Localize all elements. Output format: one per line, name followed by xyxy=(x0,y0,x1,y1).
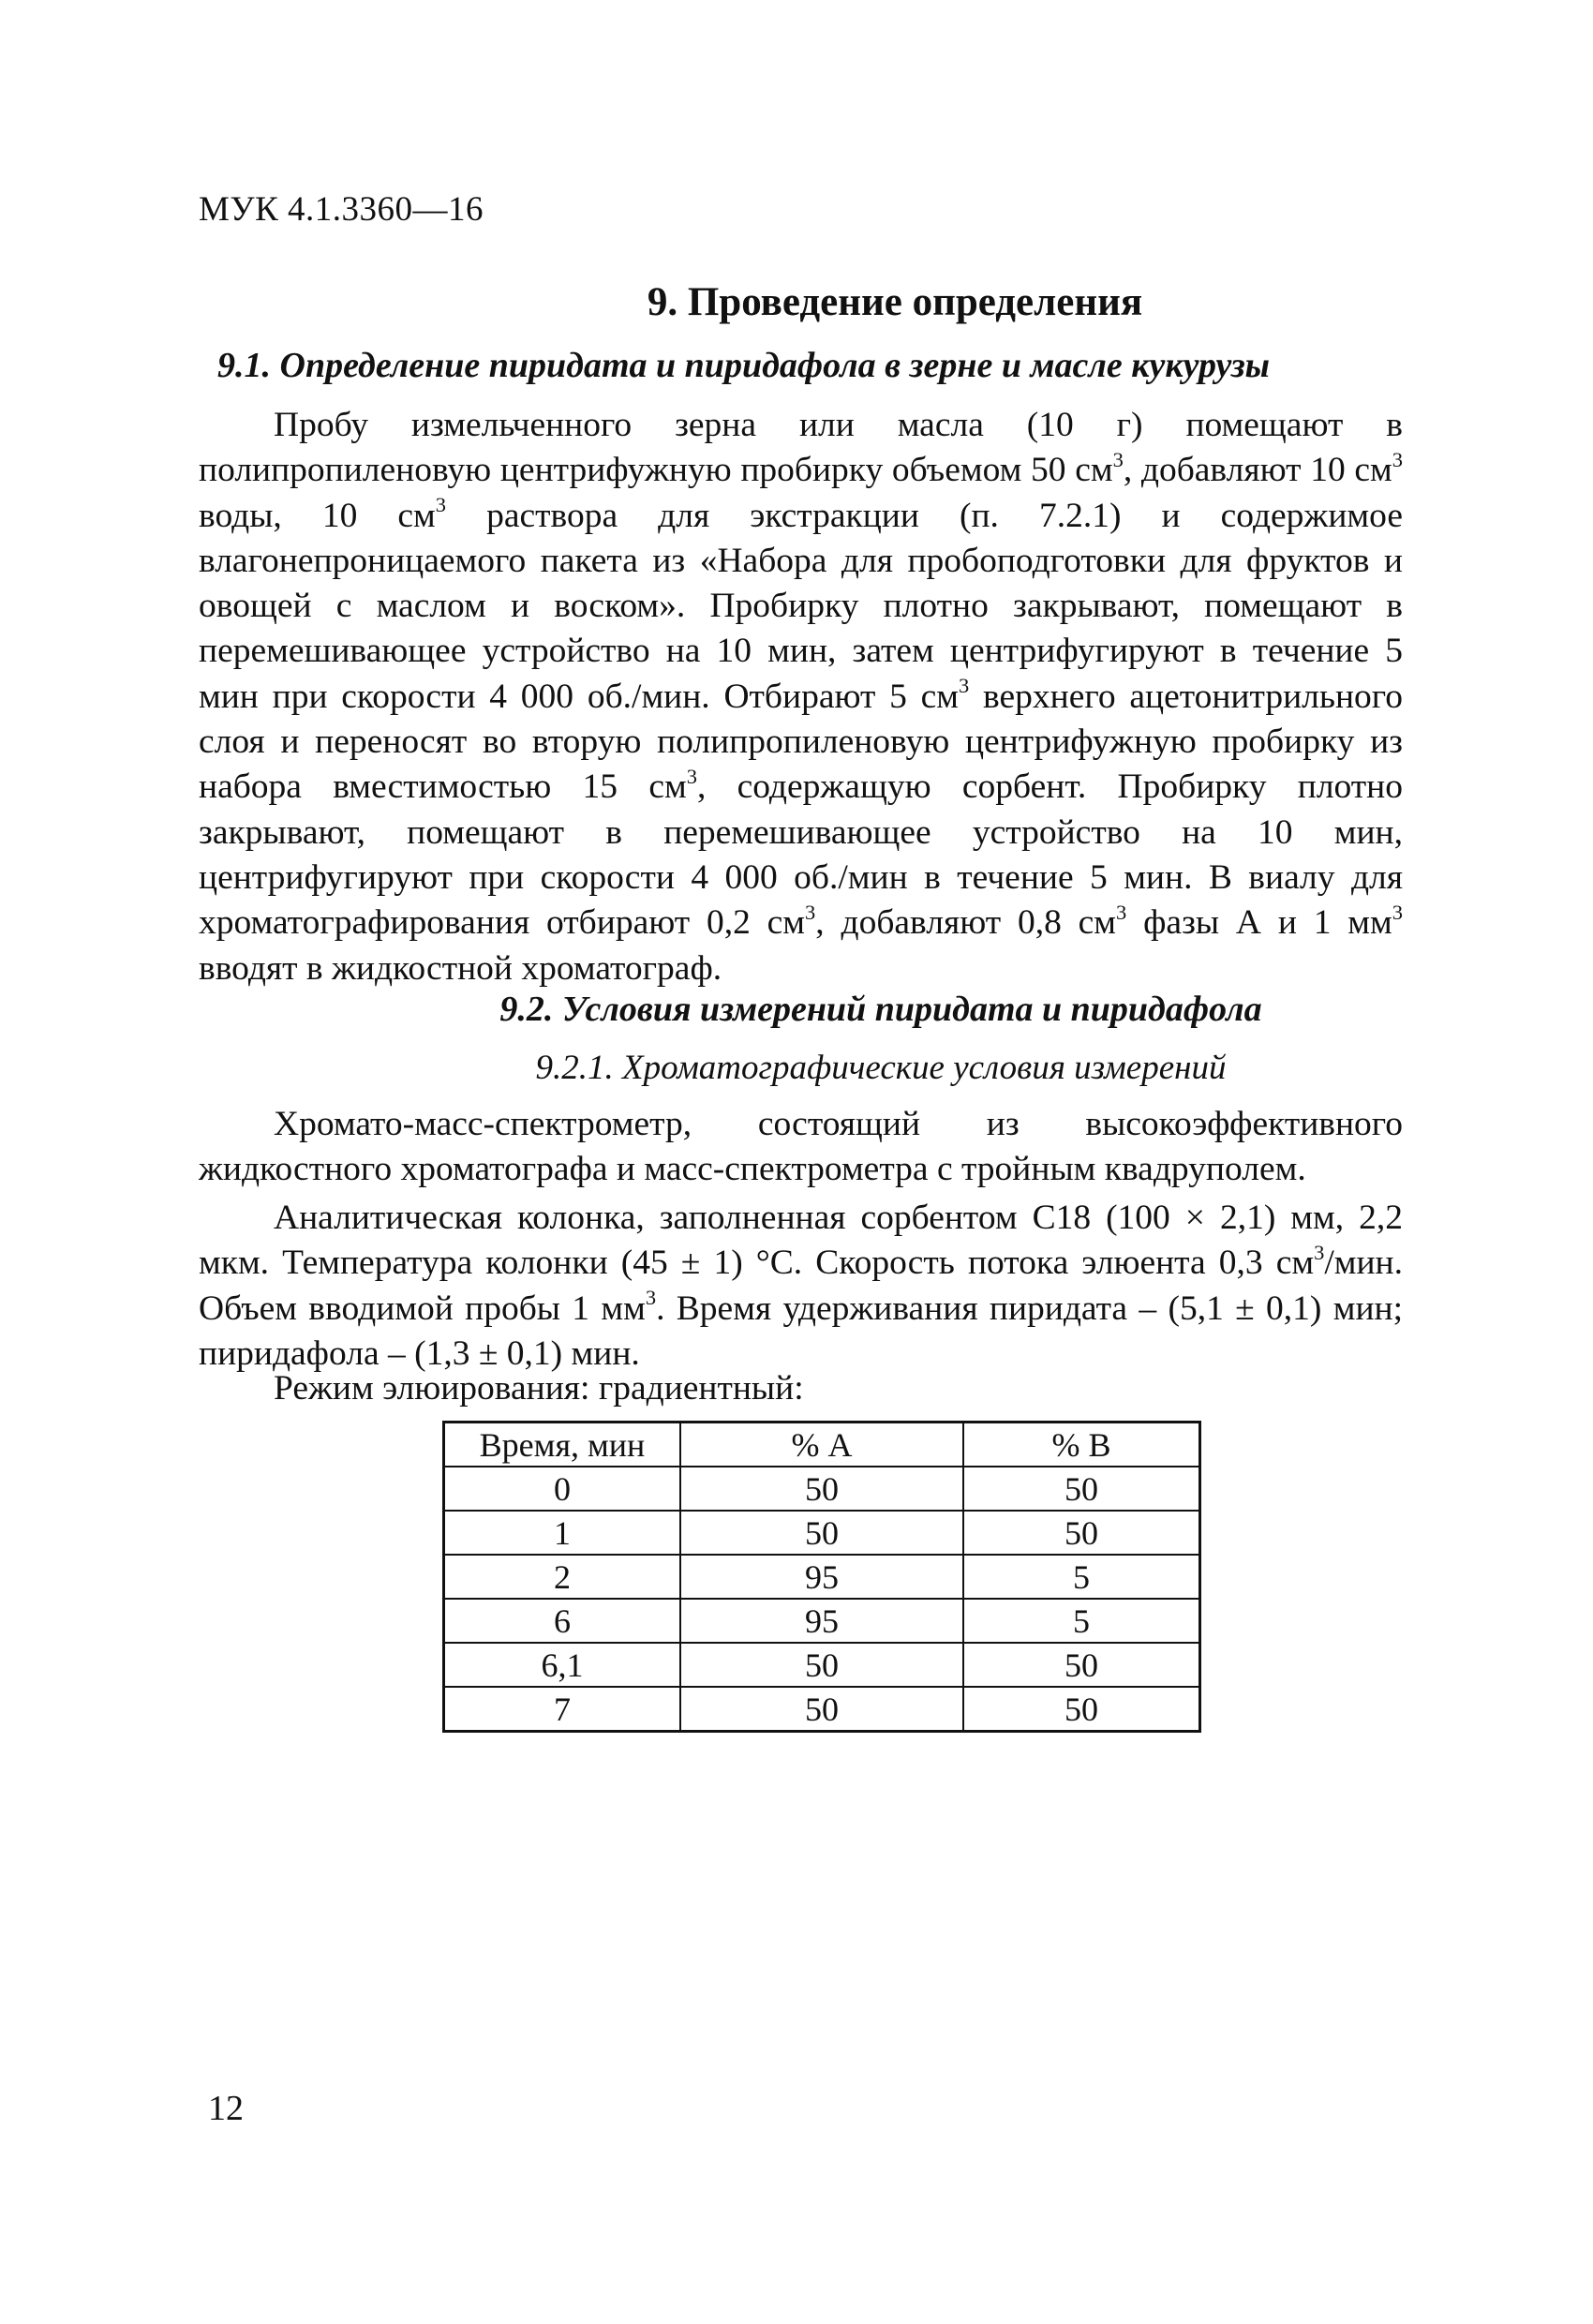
table-cell: 2 xyxy=(444,1555,681,1599)
table-row xyxy=(444,1643,1200,1687)
header-phase-a: % А xyxy=(680,1423,963,1467)
header-time: Время, мин xyxy=(444,1423,681,1467)
table-cell: 1 xyxy=(444,1511,681,1555)
table-cell: 50 xyxy=(680,1467,963,1511)
table-cell: 6,1 xyxy=(444,1643,681,1687)
header-phase-b: % В xyxy=(963,1423,1200,1467)
subsection-9-2-1-title: 9.2.1. Хроматографические условия измерений xyxy=(535,1049,1227,1087)
table-cell: 6 xyxy=(444,1599,681,1643)
table-cell: 7 xyxy=(444,1687,681,1732)
column-paragraph: Аналитическая колонка, заполненная сорбентом С18 (100 × 2,1) мм, 2,2 мкм. Температура колонки (45 ± 1) °С. Скорость потока элюента 0,3 $см^3$/мин. Объем вводимой пробы 1 $мм^3$. Время удерживания пиридата – (5,1 ± 0,1) мин; пиридафола – (1,3 ± 0,1) мин. xyxy=(199,1199,1403,1373)
table-cell: 50 xyxy=(680,1643,963,1687)
gradient-table xyxy=(442,1421,1201,1733)
table-cell: 50 xyxy=(963,1467,1200,1511)
table-cell: 95 xyxy=(680,1555,963,1599)
elution-mode-paragraph: Режим элюирования: градиентный: xyxy=(274,1369,804,1408)
table-cell: 50 xyxy=(963,1687,1200,1732)
table-cell: 50 xyxy=(963,1511,1200,1555)
table-cell: 50 xyxy=(680,1511,963,1555)
document-code: МУК 4.1.3360—16 xyxy=(199,190,484,229)
subsection-9-1-title: 9.1. Определение пиридата и пиридафола в зерне и масле кукурузы xyxy=(217,346,1271,385)
table-row xyxy=(444,1511,1200,1555)
instrument-paragraph: Хромато-масс-спектрометр, состоящий из высокоэффективного жидкостного хроматографа и масс-спектрометра с тройным квадруполем. xyxy=(199,1105,1403,1189)
table-header-row xyxy=(444,1423,1200,1467)
table-cell: 95 xyxy=(680,1599,963,1643)
table-row xyxy=(444,1555,1200,1599)
table-cell: 0 xyxy=(444,1467,681,1511)
subsection-9-2-title: 9.2. Условия измерений пиридата и пиридафола xyxy=(499,990,1262,1029)
table-cell: 5 xyxy=(963,1599,1200,1643)
table-cell: 50 xyxy=(963,1643,1200,1687)
page-number: 12 xyxy=(208,2089,244,2128)
section-title: 9. Проведение определения xyxy=(647,280,1143,324)
table-cell: 50 xyxy=(680,1687,963,1732)
table-row xyxy=(444,1599,1200,1643)
table-row xyxy=(444,1467,1200,1511)
table-row xyxy=(444,1687,1200,1732)
procedure-paragraph: Пробу измельченного зерна или масла (10 г) помещают в полипропиленовую центрифужную пробирку объемом 50 $см^3$, добавляют 10 $см^3$ воды, 10 $см^3$ раствора для экстракции (п. 7.2.1) и содержимое влагонепроницаемого пакета из «Набора для пробоподготовки для фруктов и овощей с маслом и воском». Пробирку плотно закрывают, помещают в перемешивающее устройство на 10 мин, затем центрифугируют в течение 5 мин при скорости 4 000 об./мин. Отбирают 5 $см^3$ верхнего ацетонитрильного слоя и переносят во вторую полипропиленовую центрифужную пробирку из набора вместимостью 15 $см^3$, содержащую сорбент. Пробирку плотно закрывают, помещают в перемешивающее устройство на 10 мин, центрифугируют при скорости 4 000 об./мин в течение 5 мин. В виалу для хроматографирования отбирают 0,2 $см^3$, добавляют 0,8 $см^3$ фазы А и 1 $мм^3$ вводят в жидкостной хроматограф. xyxy=(199,406,1403,988)
table-cell: 5 xyxy=(963,1555,1200,1599)
